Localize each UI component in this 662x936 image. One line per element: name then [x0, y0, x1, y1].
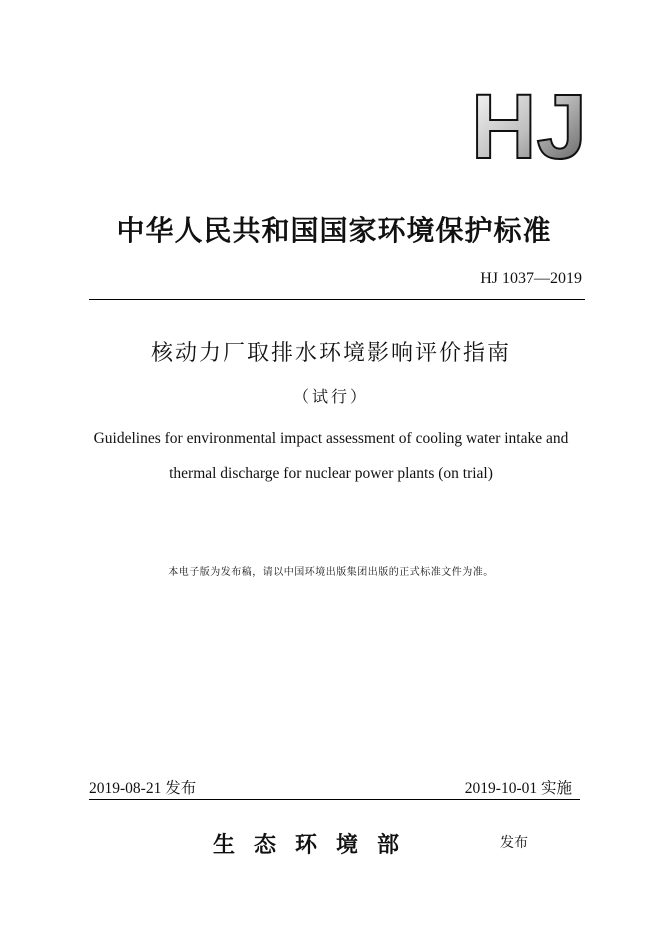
- electronic-version-notice: 本电子版为发布稿，请以中国环境出版集团出版的正式标准文件为准。: [168, 567, 494, 578]
- hj-logo-text: HJ: [471, 86, 587, 162]
- standard-number: HJ 1037—2019: [480, 270, 582, 287]
- issuing-ministry: 生态环境部: [213, 833, 419, 858]
- top-divider: [89, 299, 585, 300]
- hj-logo: [470, 86, 588, 162]
- issuer-action: 发布: [500, 835, 528, 851]
- document-title-en-line-2: thermal discharge for nuclear power plants (on trial): [169, 465, 493, 482]
- organization-name: 中华人民共和国国家环境保护标准: [116, 214, 552, 247]
- bottom-divider: [89, 799, 580, 800]
- trial-note: （试行）: [292, 387, 369, 406]
- issue-date: 2019-08-21 发布: [89, 780, 197, 797]
- document-title-en-line-1: Guidelines for environmental impact assessment of cooling water intake and: [93, 430, 569, 447]
- implementation-date: 2019-10-01 实施: [464, 780, 572, 797]
- document-title-cn: 核动力厂取排水环境影响评价指南: [150, 341, 511, 366]
